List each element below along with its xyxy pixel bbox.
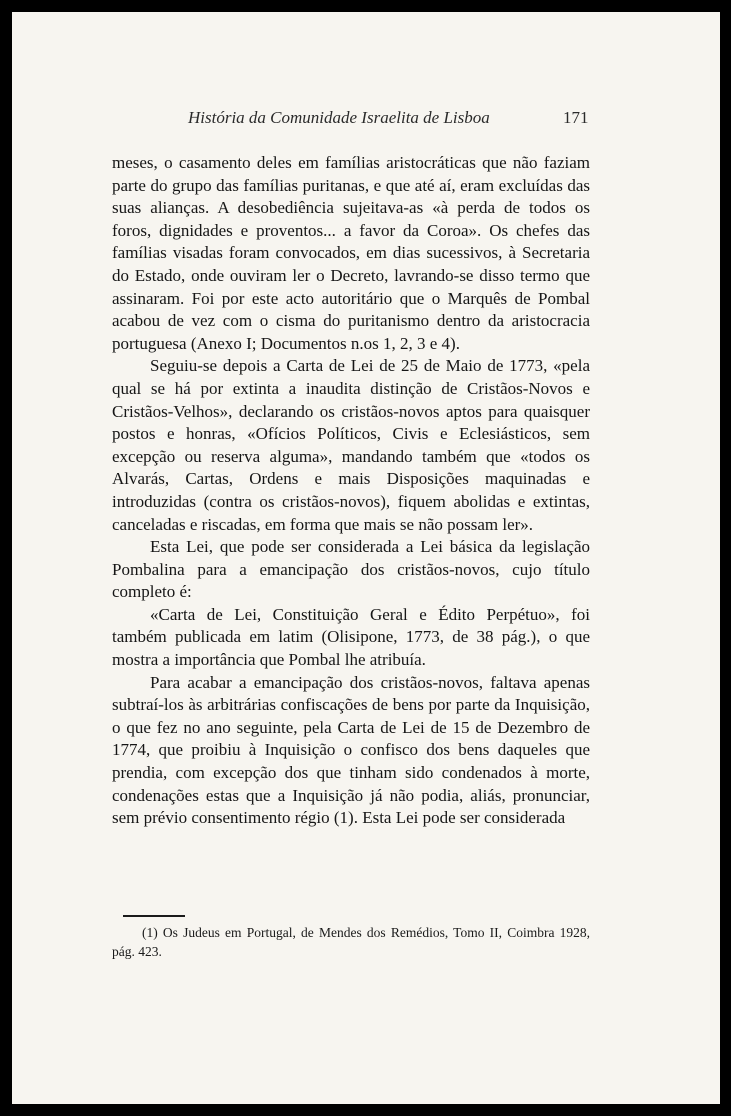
paragraph-5: Para acabar a emancipação dos cristãos-novos, faltava apenas subtraí-los às arbitrárias confiscações de bens por parte da Inquisição, o que fez no ano seguinte, pela Carta de Lei de 15 de Dezembro de 1774, que proibiu à Inquisição o confisco dos bens daqueles que prendia, com excepção dos que tinham sido condenados à morte, condenações estas que a Inquisição já não podia, aliás, pronunciar, sem prévio consentimento régio (1). Esta Lei pode ser considerada (112, 672, 590, 828)
paragraph-2: Seguiu-se depois a Carta de Lei de 25 de Maio de 1773, «pela qual se há por extinta a inaudita distinção de Cristãos-Novos e Cristãos-Velhos», declarando os cristãos-novos aptos para quaisquer postos e honras, «Ofícios Políticos, Civis e Eclesiásticos, sem excepção ou reserva alguma», mandando também que «todos os Alvarás, Cartas, Ordens e mais Disposições maquinadas e introduzidas (contra os cristãos-novos), fiquem abolidas e extintas, canceladas e riscadas, em forma que mais se não possam ler». (112, 356, 590, 534)
footnote (112, 923, 590, 961)
paragraph-4: «Carta de Lei, Constituição Geral e Édito Perpétuo», foi também publicada em latim (Olisipone, 1773, de 38 pág.), o que mostra a importância que Pombal lhe atribuía. (112, 604, 590, 670)
header-title: História da Comunidade Israelita de Lisboa (188, 108, 490, 127)
page-number: 171 (563, 108, 589, 127)
footnote-text: (1) Os Judeus em Portugal, de Mendes dos Remédios, Tomo II, Coimbra 1928, pág. 423. (112, 925, 590, 959)
footnote-divider (123, 915, 185, 917)
paragraph-3: Esta Lei, que pode ser considerada a Lei básica da legislação Pombalina para a emancipação dos cristãos-novos, cujo título completo é: (112, 537, 590, 602)
body-text (112, 152, 590, 830)
book-page (12, 12, 720, 1104)
paragraph-1: meses, o casamento deles em famílias aristocráticas que não faziam parte do grupo das famílias puritanas, e que até aí, eram excluídas das suas alianças. A desobediência sujeitava-as «à perda de todos os foros, dignidades e proventos... a favor da Coroa». Os chefes das famílias visadas foram convocados, em dias sucessivos, à Secretaria do Estado, onde ouviram ler o Decreto, lavrando-se disso termo que assinaram. Foi por este acto autoritário que o Marquês de Pombal acabou de vez com o cisma do puritanismo dentro da aristocracia portuguesa (Anexo I; Documentos n.os 1, 2, 3 e 4). (112, 153, 590, 353)
